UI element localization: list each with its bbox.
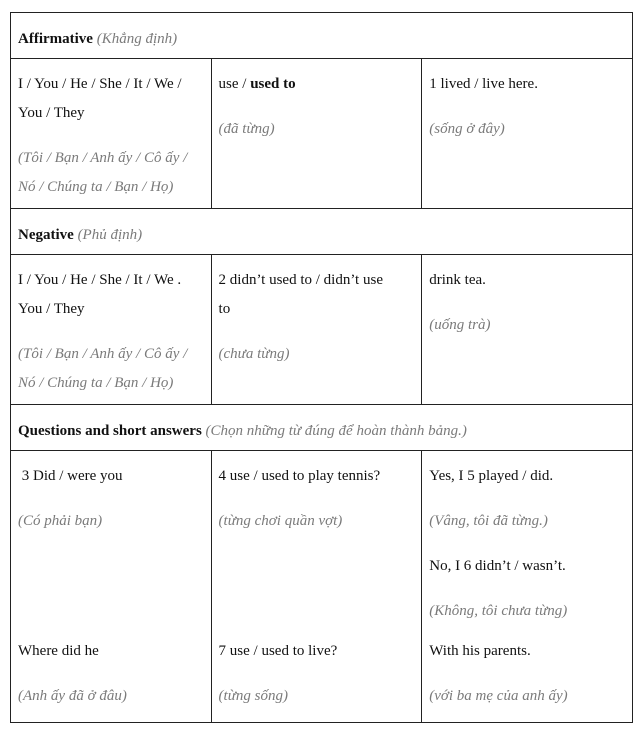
questions-title-vi: (Chọn những từ đúng để hoàn thành bảng.) — [205, 423, 467, 439]
negative-row — [11, 255, 633, 405]
questions-subject-cell — [11, 451, 212, 723]
questions-verb-cell — [211, 451, 422, 723]
answer-no-vi: (Không, tôi chưa từng) — [429, 603, 568, 619]
negative-subjects-line1: I / You / He / She / It / We . — [18, 272, 182, 288]
affirmative-verb-plain: use / — [218, 76, 251, 92]
used-to-table — [10, 12, 633, 723]
negative-subjects-cell — [11, 255, 212, 405]
affirmative-subjects-vi-line1: (Tôi / Bạn / Anh ấy / Cô ấy / — [18, 150, 188, 166]
question-verb-bottom-vi: (từng sống) — [218, 688, 288, 704]
affirmative-subjects-vi-line2: Nó / Chúng ta / Bạn / Họ) — [18, 179, 174, 195]
negative-example-vi: (uống trà) — [429, 317, 491, 333]
affirmative-verb-vi: (đã từng) — [218, 121, 275, 137]
question-verb-top: 4 use / used to play tennis? — [218, 468, 381, 484]
question-subject-bottom-vi: (Anh ấy đã ở đâu) — [18, 688, 127, 704]
negative-subjects-vi-line2: Nó / Chúng ta / Bạn / Họ) — [18, 375, 174, 391]
affirmative-example-vi: (sống ở đây) — [429, 121, 505, 137]
negative-header-row — [11, 209, 633, 255]
question-subject-top-vi: (Có phải bạn) — [18, 513, 103, 529]
affirmative-verb-bold: used to — [250, 76, 296, 92]
negative-verb-cell — [211, 255, 422, 405]
affirmative-subjects-line2: You / They — [18, 105, 85, 121]
grammar-table — [10, 12, 633, 730]
negative-verb-vi: (chưa từng) — [218, 346, 290, 362]
negative-verb-line2: to — [218, 301, 231, 317]
question-verb-top-vi: (từng chơi quần vợt) — [218, 513, 343, 529]
negative-subjects-vi-line1: (Tôi / Bạn / Anh ấy / Cô ấy / — [18, 346, 188, 362]
negative-verb-line1: 2 didn’t used to / didn’t use — [218, 272, 383, 288]
affirmative-subjects-cell — [11, 59, 212, 209]
questions-row — [11, 451, 633, 723]
question-subject-bottom: Where did he — [18, 643, 99, 659]
affirmative-example-cell — [422, 59, 633, 209]
questions-header — [11, 405, 633, 451]
negative-subjects-line2: You / They — [18, 301, 85, 317]
negative-example: drink tea. — [429, 272, 486, 288]
negative-header — [11, 209, 633, 255]
affirmative-header — [11, 13, 633, 59]
negative-title-vi: (Phủ định) — [77, 227, 143, 243]
affirmative-verb-cell — [211, 59, 422, 209]
answer-yes: Yes, I 5 played / did. — [429, 468, 554, 484]
affirmative-example: 1 lived / live here. — [429, 76, 538, 92]
affirmative-row — [11, 59, 633, 209]
negative-example-cell — [422, 255, 633, 405]
answer-bottom: With his parents. — [429, 643, 531, 659]
affirmative-subjects-line1: I / You / He / She / It / We / — [18, 76, 182, 92]
questions-answer-cell — [422, 451, 633, 723]
questions-title: Questions and short answers — [18, 423, 202, 439]
questions-header-row — [11, 405, 633, 451]
negative-title: Negative — [18, 227, 74, 243]
question-subject-top: 3 Did / were you — [18, 468, 123, 484]
question-verb-bottom: 7 use / used to live? — [218, 643, 338, 659]
affirmative-title-vi: (Khẳng định) — [96, 31, 178, 47]
answer-yes-vi: (Vâng, tôi đã từng.) — [429, 513, 548, 529]
affirmative-header-row — [11, 13, 633, 59]
answer-bottom-vi: (với ba mẹ của anh ấy) — [429, 688, 568, 704]
answer-no: No, I 6 didn’t / wasn’t. — [429, 558, 566, 574]
affirmative-title: Affirmative — [18, 31, 93, 47]
